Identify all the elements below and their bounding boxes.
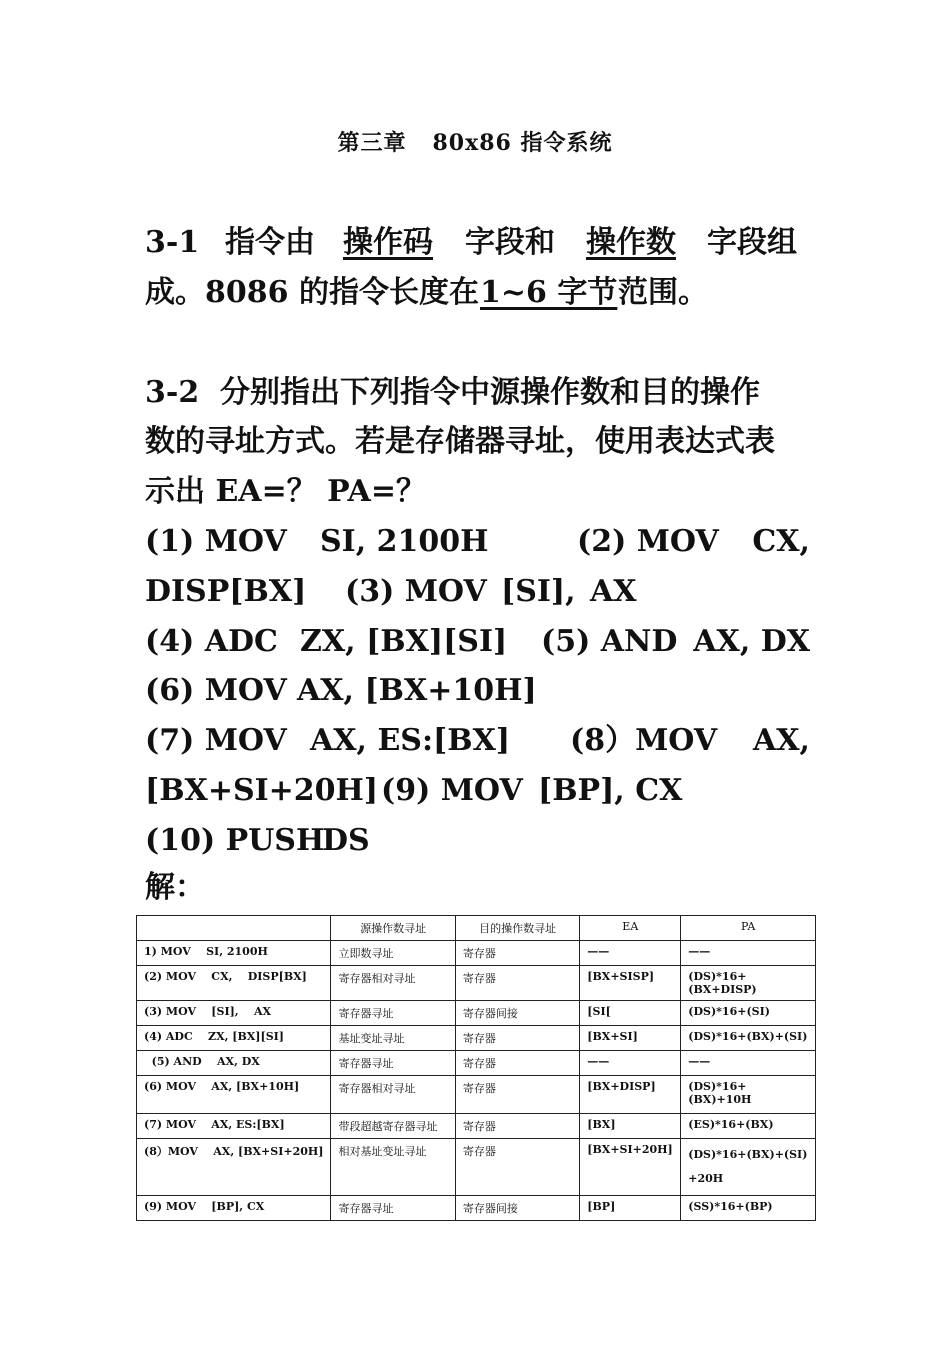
answer-text: 解： xyxy=(145,870,205,905)
cell-ea: [BX+SISP] xyxy=(580,966,681,1001)
instr-1-args: SI, 2100H xyxy=(320,524,489,559)
cell-dest: 寄存器间接 xyxy=(455,1196,579,1221)
instr-3-src: AX xyxy=(590,574,637,609)
instr-10-args: DS xyxy=(322,823,370,858)
cell-ea: —— xyxy=(580,941,681,966)
instr-1-op: (1) MOV xyxy=(145,524,287,559)
q31-line1 xyxy=(145,222,810,264)
cell-ea: [SI[ xyxy=(580,1001,681,1026)
table-row xyxy=(137,1196,816,1221)
table-row xyxy=(137,941,816,966)
cell-source: 立即数寻址 xyxy=(331,941,455,966)
instr-6-args: AX, [BX+10H] xyxy=(297,673,537,708)
cell-pa: (ES)*16+(BX) xyxy=(681,1114,816,1139)
q32-instr-line4 xyxy=(145,670,810,712)
table-row xyxy=(137,1001,816,1026)
cell-ea: [BX+DISP] xyxy=(580,1076,681,1114)
cell-dest: 寄存器 xyxy=(455,1051,579,1076)
cell-instruction: (5) AND AX, DX xyxy=(137,1051,331,1076)
q31-number: 3-1 xyxy=(145,225,200,260)
instr-2-args-cont: DISP[BX] xyxy=(145,574,307,609)
q32-instr-line2 xyxy=(145,571,810,613)
cell-source: 寄存器寻址 xyxy=(331,1051,455,1076)
instr-6-op: (6) MOV xyxy=(145,673,287,708)
cell-instruction: (7) MOV AX, ES:[BX] xyxy=(137,1114,331,1139)
q31-blank-opcode: 操作码 xyxy=(343,225,433,260)
cell-source: 寄存器相对寻址 xyxy=(331,966,455,1001)
cell-pa: (DS)*16+(BX)+(SI) xyxy=(681,1026,816,1051)
cell-instruction: 1) MOV SI, 2100H xyxy=(137,941,331,966)
cell-instruction: (6) MOV AX, [BX+10H] xyxy=(137,1076,331,1114)
cell-ea: [BX] xyxy=(580,1114,681,1139)
cell-dest: 寄存器 xyxy=(455,941,579,966)
cell-instruction: (3) MOV [SI], AX xyxy=(137,1001,331,1026)
cell-source: 带段超越寄存器寻址 xyxy=(331,1114,455,1139)
instr-8-args-cont: [BX+SI+20H] xyxy=(145,773,379,808)
cell-dest: 寄存器 xyxy=(455,1026,579,1051)
instr-8-args: AX, xyxy=(753,723,810,758)
q32-instr-line6 xyxy=(145,770,810,812)
answer-label xyxy=(145,867,810,909)
q32-prompt-1: 分别指出下列指令中源操作数和目的操作 xyxy=(220,375,760,410)
cell-source: 寄存器寻址 xyxy=(331,1196,455,1221)
instr-8-op: (8）MOV xyxy=(570,723,718,758)
q31-line2 xyxy=(145,272,810,314)
header-pa: PA xyxy=(681,916,816,941)
cell-instruction: (2) MOV CX, DISP[BX] xyxy=(137,966,331,1001)
instr-5-op: (5) AND xyxy=(541,624,678,659)
header-source-addressing: 源操作数寻址 xyxy=(331,916,455,941)
chapter-title xyxy=(0,126,950,157)
instr-4-args: ZX, [BX][SI] xyxy=(300,624,508,659)
instr-9-args: [BP], CX xyxy=(538,773,683,808)
cell-pa: (DS)*16+(BX)+10H xyxy=(681,1076,816,1114)
instr-2-args: CX, xyxy=(752,524,810,559)
table-row xyxy=(137,1026,816,1051)
table-header-row xyxy=(137,916,816,941)
q31-blank-length: 1~6 字节 xyxy=(480,275,618,310)
q32-instr-line5 xyxy=(145,720,810,762)
cell-ea: [BX+SI+20H] xyxy=(580,1139,681,1196)
header-dest-addressing: 目的操作数寻址 xyxy=(455,916,579,941)
q32-line3 xyxy=(145,471,810,513)
cell-dest: 寄存器 xyxy=(455,1076,579,1114)
cell-pa: —— xyxy=(681,1051,816,1076)
q32-line2 xyxy=(145,421,810,463)
table-row xyxy=(137,966,816,1001)
cell-ea: —— xyxy=(580,1051,681,1076)
instr-10-op: (10) PUSH xyxy=(145,823,325,858)
q31-text5: 范围。 xyxy=(618,275,708,310)
cell-instruction: (4) ADC ZX, [BX][SI] xyxy=(137,1026,331,1051)
q31-text1: 指令由 xyxy=(225,225,315,260)
instr-3-dest: [SI], xyxy=(501,574,576,609)
cell-source: 基址变址寻址 xyxy=(331,1026,455,1051)
cell-source: 寄存器寻址 xyxy=(331,1001,455,1026)
q32-line1 xyxy=(145,372,810,414)
q31-blank-operand: 操作数 xyxy=(586,225,676,260)
q32-prompt-3: 示出 EA=？ PA=？ xyxy=(145,474,426,509)
instr-7-op: (7) MOV xyxy=(145,723,287,758)
q32-prompt-2: 数的寻址方式。若是存储器寻址，使用表达式表 xyxy=(145,424,775,459)
q31-text2: 字段和 xyxy=(465,225,555,260)
table-row xyxy=(137,1051,816,1076)
instr-4-op: (4) ADC xyxy=(145,624,278,659)
cell-instruction: (8）MOV AX, [BX+SI+20H] xyxy=(137,1139,331,1196)
q32-number: 3-2 xyxy=(145,375,200,410)
header-instruction xyxy=(137,916,331,941)
cell-ea: [BP] xyxy=(580,1196,681,1221)
header-ea: EA xyxy=(580,916,681,941)
q32-instr-line7 xyxy=(145,820,810,862)
instr-5-args: AX, DX xyxy=(693,624,810,659)
cell-pa: (DS)*16+(BX)+(SI)+20H xyxy=(681,1139,816,1196)
cell-pa: (DS)*16+(BX+DISP) xyxy=(681,966,816,1001)
q31-text4: 成。8086 的指令长度在 xyxy=(145,275,479,310)
cell-instruction: (9) MOV [BP], CX xyxy=(137,1196,331,1221)
cell-pa: (SS)*16+(BP) xyxy=(681,1196,816,1221)
q32-instr-line1 xyxy=(145,521,810,563)
table-row xyxy=(137,1139,816,1196)
answer-table xyxy=(136,915,816,1221)
cell-ea: [BX+SI] xyxy=(580,1026,681,1051)
q31-text3: 字段组 xyxy=(707,225,797,260)
cell-pa: —— xyxy=(681,941,816,966)
cell-source: 相对基址变址寻址 xyxy=(331,1139,455,1196)
cell-pa: (DS)*16+(SI) xyxy=(681,1001,816,1026)
cell-dest: 寄存器 xyxy=(455,1114,579,1139)
cell-dest: 寄存器 xyxy=(455,1139,579,1196)
chapter-topic: 80x86 指令系统 xyxy=(432,130,613,156)
q32-instr-line3 xyxy=(145,621,810,663)
instr-3-op: (3) MOV xyxy=(345,574,487,609)
instr-2-op: (2) MOV xyxy=(577,524,719,559)
cell-dest: 寄存器间接 xyxy=(455,1001,579,1026)
table-row xyxy=(137,1114,816,1139)
cell-source: 寄存器相对寻址 xyxy=(331,1076,455,1114)
instr-7-args: AX, ES:[BX] xyxy=(310,723,511,758)
instr-9-op: (9) MOV xyxy=(381,773,523,808)
cell-dest: 寄存器 xyxy=(455,966,579,1001)
chapter-number: 第三章 xyxy=(337,130,407,156)
table-row xyxy=(137,1076,816,1114)
